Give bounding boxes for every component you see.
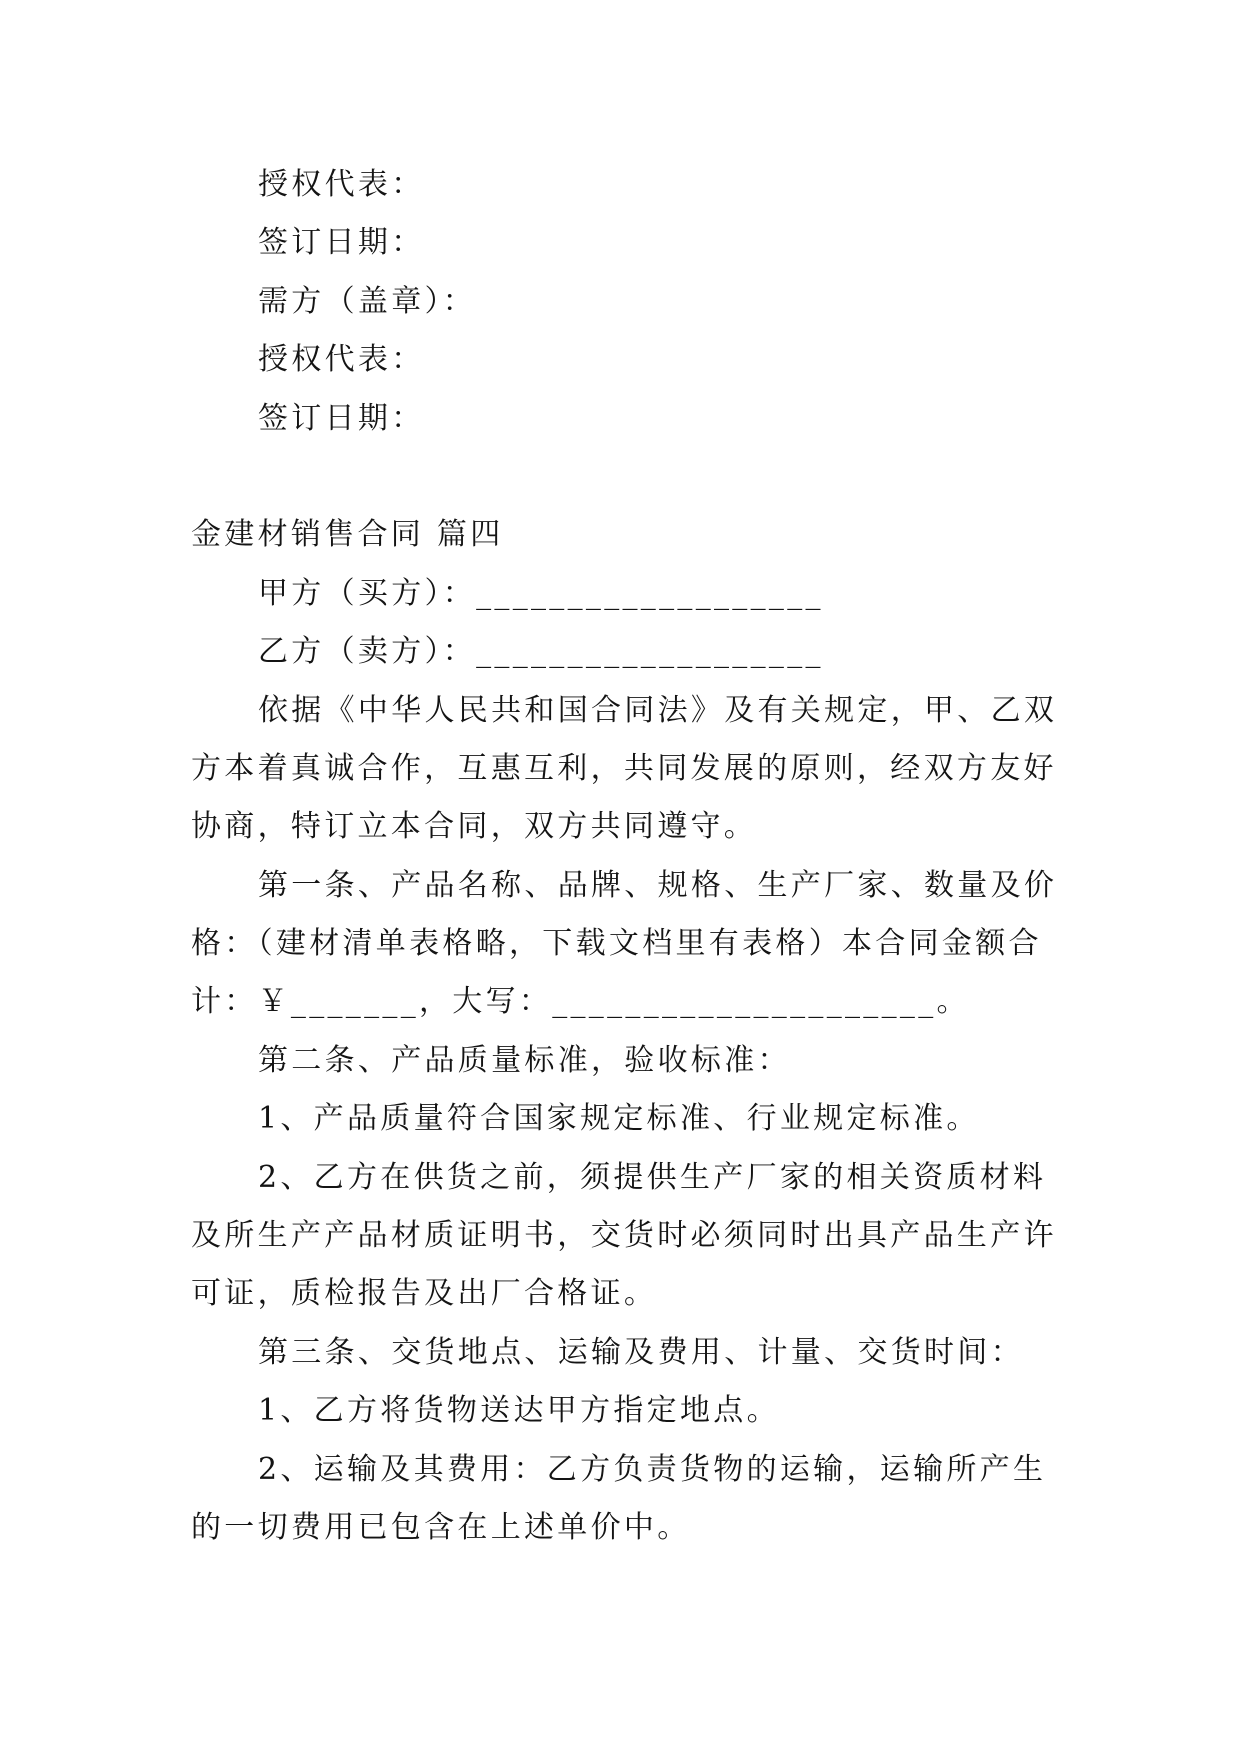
section-title: 金建材销售合同 篇四 bbox=[191, 517, 504, 553]
article1-line-1: 第一条、产品名称、品牌、规格、生产厂家、数量及价 bbox=[258, 867, 1057, 903]
party-b-line: 乙方（卖方）：___________________ bbox=[258, 634, 824, 670]
article3-item2-line-1: 2、运输及其费用：乙方负责货物的运输，运输所产生 bbox=[258, 1451, 1047, 1487]
article2-item1: 1、产品质量符合国家规定标准、行业规定标准。 bbox=[258, 1101, 980, 1137]
buyer-representative-label: 授权代表： bbox=[258, 342, 425, 378]
article2-heading: 第二条、产品质量标准，验收标准： bbox=[258, 1042, 791, 1078]
article2-item2-line-3: 可证，质检报告及出厂合格证。 bbox=[191, 1276, 658, 1312]
buyer-sign-date-label: 签订日期： bbox=[258, 400, 425, 436]
document-body bbox=[191, 156, 1057, 1557]
article3-heading: 第三条、交货地点、运输及费用、计量、交货时间： bbox=[258, 1334, 1024, 1370]
preamble-line-1: 依据《中华人民共和国合同法》及有关规定，甲、乙双 bbox=[258, 692, 1057, 728]
supplier-sign-date-label: 签订日期： bbox=[258, 225, 425, 261]
article3-item1: 1、乙方将货物送达甲方指定地点。 bbox=[258, 1393, 780, 1429]
preamble-line-2: 方本着真诚合作，互惠互利，共同发展的原则，经双方友好 bbox=[191, 750, 1057, 786]
supplier-representative-label: 授权代表： bbox=[258, 167, 425, 202]
article3-item2-line-2: 的一切费用已包含在上述单价中。 bbox=[191, 1509, 691, 1545]
blank-line bbox=[191, 448, 1057, 506]
article2-item2-line-1: 2、乙方在供货之前，须提供生产厂家的相关资质材料 bbox=[258, 1159, 1047, 1195]
article1-line-3: 计：￥_______，大写：_____________________。 bbox=[191, 984, 970, 1020]
preamble-line-3: 协商，特订立本合同，双方共同遵守。 bbox=[191, 809, 758, 845]
article2-item2-line-2: 及所生产产品材质证明书，交货时必须同时出具产品生产许 bbox=[191, 1218, 1057, 1254]
article1-line-2: 格：（建材清单表格略，下载文档里有表格）本合同金额合 bbox=[191, 926, 1042, 962]
buyer-seal-label: 需方（盖章）： bbox=[258, 283, 477, 319]
party-a-line: 甲方（买方）：___________________ bbox=[258, 575, 824, 611]
